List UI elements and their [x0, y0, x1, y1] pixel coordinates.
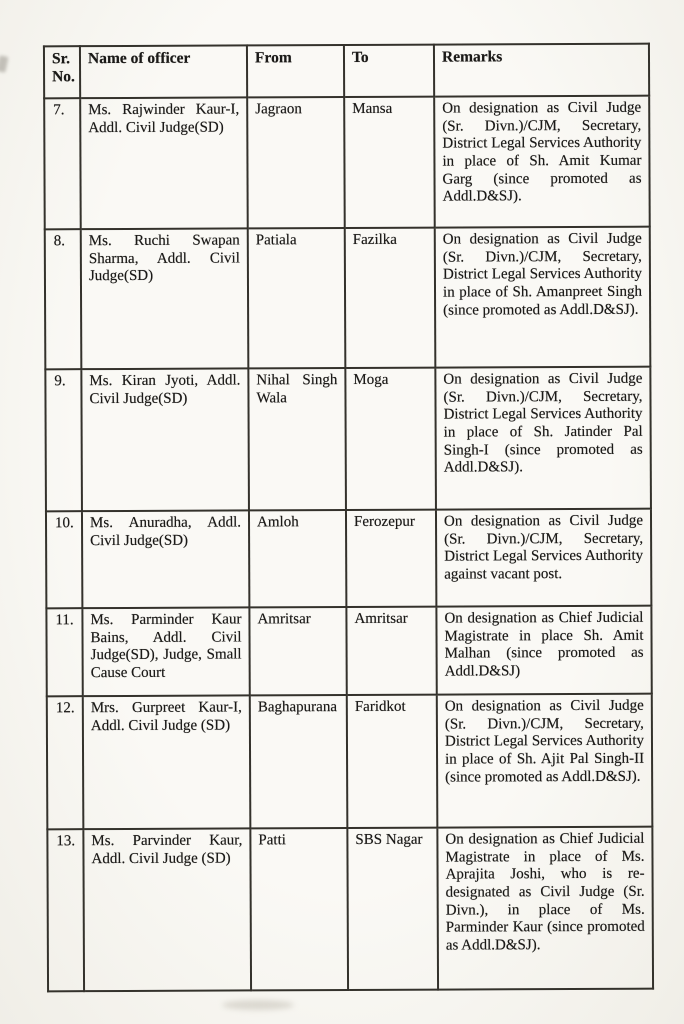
cell-sr-no: 13.	[47, 829, 84, 991]
cell-sr-no: 12.	[47, 696, 84, 829]
cell-sr-no: 11.	[46, 608, 82, 696]
table-row	[46, 606, 651, 697]
cell-name: Ms. Kiran Jyoti, Addl. Civil Judge(SD)	[81, 368, 249, 511]
cell-from: Amritsar	[249, 607, 346, 695]
cell-to: Faridkot	[347, 695, 438, 828]
cell-to: Fazilka	[345, 228, 436, 368]
cell-to: Amritsar	[346, 607, 436, 695]
header-row	[44, 44, 649, 99]
table-body	[44, 96, 653, 992]
table-row	[44, 96, 650, 230]
table-row	[45, 367, 651, 512]
col-header-sr-no: Sr. No.	[44, 46, 80, 98]
cell-name: Ms. Anuradha, Addl. Civil Judge(SD)	[82, 510, 249, 608]
table-row	[46, 509, 651, 609]
cell-from: Patti	[250, 828, 348, 990]
col-header-to: To	[344, 45, 434, 97]
cell-name: Ms. Parminder Kaur Bains, Addl. Civil Judge(SD), Judge, Small Cause Court	[82, 607, 249, 696]
scan-artifact-left-edge	[0, 55, 9, 73]
cell-sr-no: 10.	[46, 511, 82, 608]
col-header-remarks: Remarks	[434, 44, 649, 97]
table-row	[47, 827, 653, 992]
cell-from: Amloh	[249, 510, 346, 607]
cell-sr-no: 9.	[45, 369, 82, 511]
col-header-from: From	[247, 45, 344, 97]
col-header-name: Name of officer	[80, 45, 247, 98]
cell-remarks: On designation as Civil Judge (Sr. Divn.)/CJM, Secretary, District Legal Services Authority in place of Sh. Amit Kumar Garg (since promoted as Addl.D&SJ).	[434, 96, 650, 228]
cell-from: Baghapurana	[250, 695, 348, 828]
cell-to: Moga	[345, 368, 436, 510]
table-row	[45, 227, 651, 370]
cell-from: Patiala	[248, 228, 346, 368]
cell-from: Jagraon	[247, 97, 345, 228]
cell-remarks: On designation as Chief Judicial Magistrate in place of Ms. Aprajita Joshi, who is re-designated as Civil Judge (Sr. Divn.), in place of Ms. Parminder Kaur (since promoted as Addl.D&SJ).	[437, 827, 653, 990]
cell-remarks: On designation as Chief Judicial Magistrate in place Sh. Amit Malhan (since promoted as Addl.D&SJ)	[436, 606, 651, 695]
cell-sr-no: 8.	[45, 229, 82, 369]
officer-transfer-table	[43, 43, 654, 993]
cell-to: Mansa	[344, 97, 435, 228]
scan-artifact-bottom-smudge	[222, 1000, 294, 1010]
table-row	[47, 694, 653, 830]
cell-name: Mrs. Gurpreet Kaur-I, Addl. Civil Judge (SD)	[83, 695, 251, 829]
cell-name: Ms. Ruchi Swapan Sharma, Addl. Civil Judge(SD)	[81, 228, 249, 369]
cell-remarks: On designation as Civil Judge (Sr. Divn.)/CJM, Secretary, District Legal Services Authority in place of Sh. Ajit Pal Singh-II (since promoted as Addl.D&SJ).	[437, 694, 653, 828]
cell-remarks: On designation as Civil Judge (Sr. Divn.)/CJM, Secretary, District Legal Services Authority against vacant post.	[436, 509, 651, 607]
cell-remarks: On designation as Civil Judge (Sr. Divn.)/CJM, Secretary, District Legal Services Authority in place of Sh. Jatinder Pal Singh-I (since promoted as Addl.D&SJ).	[435, 367, 651, 510]
cell-from: Nihal Singh Wala	[248, 368, 346, 510]
cell-to: Ferozepur	[346, 510, 436, 607]
cell-name: Ms. Parvinder Kaur, Addl. Civil Judge (SD)	[83, 828, 251, 991]
cell-name: Ms. Rajwinder Kaur-I, Addl. Civil Judge(SD)	[80, 97, 248, 229]
cell-sr-no: 7.	[44, 98, 81, 229]
table-header	[44, 44, 649, 99]
cell-remarks: On designation as Civil Judge (Sr. Divn.)/CJM, Secretary, District Legal Services Authority in place of Sh. Amanpreet Singh (since promoted as Addl.D&SJ).	[435, 227, 651, 368]
cell-to: SBS Nagar	[347, 828, 438, 990]
